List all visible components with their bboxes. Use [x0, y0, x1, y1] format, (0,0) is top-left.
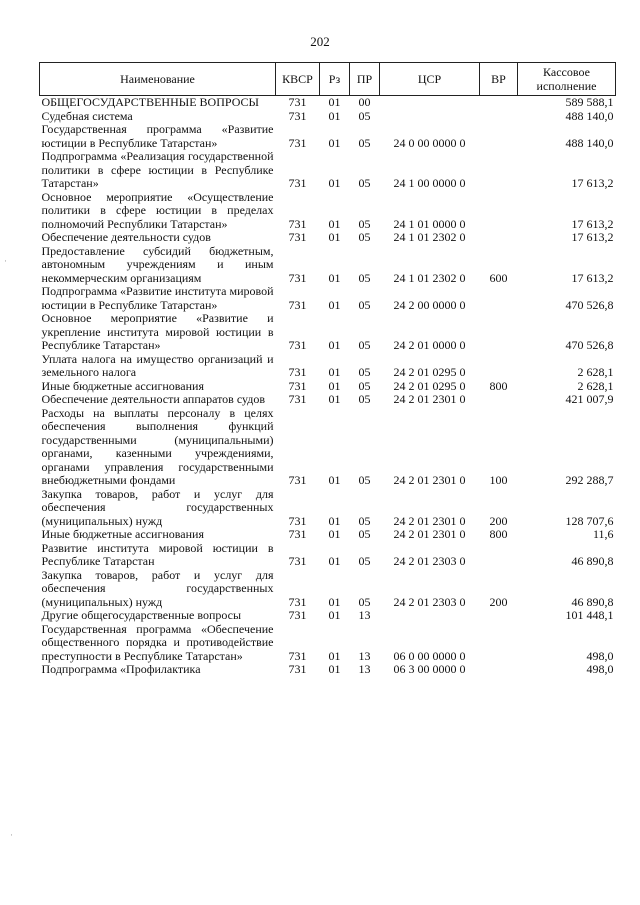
cell-kvsr: 731	[288, 594, 307, 609]
cell-amount: 470 526,8	[565, 297, 614, 312]
cell-pr: 05	[358, 270, 371, 285]
cell-kvsr: 731	[288, 608, 307, 622]
page-number: 202	[310, 34, 330, 49]
cell-kvsr: 731	[288, 176, 307, 190]
table-row	[40, 623, 616, 664]
cell-vr	[480, 110, 518, 124]
cell-vr	[480, 609, 518, 623]
cell-vr: 800	[489, 378, 508, 393]
cell-amount: 498,0	[586, 648, 614, 663]
cell-vr	[480, 542, 518, 569]
cell-rz: 01	[328, 594, 341, 609]
cell-amount: 17 613,2	[571, 230, 614, 244]
cell-csr: 24 2 01 0295 0	[393, 378, 466, 393]
cell-name: Подпрограмма «Реализация государственной политики в сфере юстиции в Республике Татарстан»	[41, 149, 274, 190]
cell-csr: 24 2 00 0000 0	[393, 297, 466, 312]
cell-name: Другие общегосударственные вопросы	[41, 608, 242, 622]
cell-amount: 17 613,2	[571, 270, 614, 285]
cell-kvsr: 731	[288, 108, 307, 123]
cell-csr: 24 2 01 0000 0	[393, 338, 466, 352]
cell-csr: 24 1 01 2302 0	[393, 270, 466, 285]
table-row	[40, 663, 616, 677]
table-row	[40, 528, 616, 542]
cell-name: Государственная программа «Обеспечение общественного порядка и противодействие преступности в Республике Татарстан»	[41, 621, 274, 663]
cell-csr: 24 2 01 2301 0	[393, 392, 466, 406]
cell-kvsr: 731	[288, 554, 307, 568]
table-header-row	[40, 63, 616, 96]
cell-amount: 421 007,9	[565, 392, 614, 406]
cell-kvsr: 731	[288, 135, 307, 150]
cell-rz: 01	[328, 365, 341, 379]
table-row	[40, 569, 616, 610]
cell-pr: 05	[358, 365, 371, 379]
cell-rz: 01	[328, 338, 341, 352]
cell-kvsr: 731	[288, 365, 307, 379]
cell-kvsr: 731	[288, 270, 307, 285]
cell-csr: 06 0 00 0000 0	[393, 648, 466, 663]
table-row	[40, 150, 616, 191]
cell-pr: 00	[358, 95, 371, 109]
cell-amount: 101 448,1	[565, 608, 614, 622]
header-vr: ВР	[480, 63, 518, 96]
cell-pr: 13	[358, 608, 371, 622]
cell-name: Государственная программа «Развитие юстиции в Республике Татарстан»	[41, 122, 274, 150]
cell-vr	[480, 123, 518, 150]
table-row	[40, 353, 616, 380]
cell-amount: 128 707,6	[565, 513, 614, 528]
table-row	[40, 96, 616, 110]
cell-csr: 24 1 01 0000 0	[393, 216, 466, 231]
cell-name: Развитие института мировой юстиции в Республике Татарстан	[41, 540, 274, 568]
cell-vr	[480, 312, 518, 353]
cell-amount: 488 140,0	[565, 135, 614, 150]
cell-rz: 01	[328, 135, 341, 150]
cell-rz: 01	[328, 108, 341, 123]
cell-name: Предоставление субсидий бюджетным, автономным учреждениям и иным некоммерческим организациям	[41, 243, 274, 285]
table-body	[40, 96, 616, 677]
cell-amount: 292 288,7	[565, 473, 614, 487]
cell-vr	[480, 623, 518, 664]
cell-vr	[480, 663, 518, 677]
cell-kvsr: 731	[288, 230, 307, 244]
cell-pr: 05	[358, 135, 371, 150]
cell-rz: 01	[328, 648, 341, 663]
cell-csr	[380, 609, 480, 623]
cell-rz: 01	[328, 270, 341, 285]
cell-name: Иные бюджетные ассигнования	[41, 378, 204, 393]
cell-amount: 589 588,1	[565, 95, 614, 109]
cell-name: Обеспечение деятельности аппаратов судов	[41, 392, 266, 406]
cell-name: Подпрограмма «Развитие института мировой юстиции в Республике Татарстан»	[41, 284, 274, 312]
cell-amount: 2 628,1	[577, 365, 614, 379]
cell-vr: 600	[489, 270, 508, 285]
cell-kvsr: 731	[288, 473, 307, 487]
table-row	[40, 123, 616, 150]
cell-rz: 01	[328, 392, 341, 406]
cell-amount: 2 628,1	[577, 378, 614, 393]
cell-kvsr: 731	[288, 95, 307, 109]
cell-amount: 46 890,8	[571, 594, 614, 609]
cell-amount: 46 890,8	[571, 554, 614, 568]
cell-rz: 01	[328, 527, 341, 541]
table-row	[40, 191, 616, 232]
cell-amount: 17 613,2	[571, 216, 614, 231]
cell-vr: 800	[489, 527, 508, 541]
cell-name: Судебная система	[41, 108, 133, 123]
table-row	[40, 285, 616, 312]
cell-rz: 01	[328, 378, 341, 393]
header-kvsr: КВСР	[276, 63, 320, 96]
cell-csr	[380, 110, 480, 124]
cell-kvsr: 731	[288, 297, 307, 312]
header-name: Наименование	[40, 63, 276, 96]
cell-name: Закупка товаров, работ и услуг для обеспечения государственных (муниципальных) нужд	[41, 567, 274, 609]
cell-rz: 01	[328, 95, 341, 109]
cell-name: Основное мероприятие «Развитие и укрепление института мировой юстиции в Республике Татарстан»	[41, 311, 274, 352]
cell-rz: 01	[328, 216, 341, 231]
cell-pr: 13	[358, 648, 371, 663]
cell-kvsr: 731	[288, 392, 307, 406]
cell-csr: 24 2 01 0295 0	[393, 365, 466, 379]
cell-csr: 24 1 00 0000 0	[393, 176, 466, 190]
cell-kvsr: 731	[288, 648, 307, 663]
table-row	[40, 380, 616, 394]
cell-pr: 13	[358, 662, 371, 676]
cell-name: Основное мероприятие «Осуществление политики в сфере юстиции в пределах полномочий Республики Татарстан»	[41, 189, 274, 231]
cell-name: Подпрограмма «Профилактика	[41, 662, 201, 676]
cell-rz: 01	[328, 176, 341, 190]
scan-speck: ·	[10, 830, 13, 840]
cell-kvsr: 731	[288, 216, 307, 231]
cell-pr: 05	[358, 338, 371, 352]
cell-rz: 01	[328, 608, 341, 622]
cell-pr: 05	[358, 513, 371, 528]
cell-kvsr: 731	[288, 513, 307, 528]
cell-csr: 24 2 01 2301 0	[393, 473, 466, 487]
cell-amount: 488 140,0	[565, 108, 614, 123]
cell-pr: 05	[358, 297, 371, 312]
scan-speck: ·	[4, 256, 7, 266]
cell-name: Уплата налога на имущество организаций и земельного налога	[41, 351, 274, 379]
cell-kvsr: 731	[288, 527, 307, 541]
cell-rz: 01	[328, 473, 341, 487]
cell-vr: 100	[489, 473, 508, 487]
cell-vr: 200	[489, 513, 508, 528]
cell-pr: 05	[358, 378, 371, 393]
cell-pr: 05	[358, 216, 371, 231]
cell-kvsr: 731	[288, 662, 307, 676]
cell-kvsr: 731	[288, 338, 307, 352]
cell-pr: 05	[358, 230, 371, 244]
cell-name: ОБЩЕГОСУДАРСТВЕННЫЕ ВОПРОСЫ	[41, 95, 259, 109]
cell-name: Обеспечение деятельности судов	[41, 230, 211, 244]
cell-vr	[480, 393, 518, 407]
table-row	[40, 407, 616, 488]
cell-name: Закупка товаров, работ и услуг для обеспечения государственных (муниципальных) нужд	[41, 486, 274, 528]
table-row	[40, 110, 616, 124]
cell-pr: 05	[358, 392, 371, 406]
cell-name: Иные бюджетные ассигнования	[41, 527, 204, 541]
cell-vr: 200	[489, 594, 508, 609]
cell-rz: 01	[328, 554, 341, 568]
table-row	[40, 231, 616, 245]
cell-vr	[480, 353, 518, 380]
cell-amount: 470 526,8	[565, 338, 614, 352]
cell-csr: 24 0 00 0000 0	[393, 135, 466, 150]
cell-amount: 498,0	[586, 662, 614, 676]
cell-rz: 01	[328, 230, 341, 244]
table-row	[40, 488, 616, 529]
cell-pr: 05	[358, 594, 371, 609]
cell-kvsr: 731	[288, 378, 307, 393]
cell-rz: 01	[328, 513, 341, 528]
cell-csr: 06 3 00 0000 0	[393, 662, 466, 676]
cell-vr	[480, 150, 518, 191]
header-pr: ПР	[350, 63, 380, 96]
cell-amount: 11,6	[592, 527, 614, 541]
cell-csr: 24 1 01 2302 0	[393, 230, 466, 244]
cell-vr	[480, 96, 518, 110]
table-row	[40, 542, 616, 569]
cell-rz: 01	[328, 297, 341, 312]
cell-pr: 05	[358, 176, 371, 190]
cell-name: Расходы на выплаты персоналу в целях обеспечения выполнения функций государственными (муниципальными) органами, казенными учреждениями, органами управления государственными внебюджетными фондами	[41, 405, 274, 487]
cell-csr: 24 2 01 2303 0	[393, 554, 466, 568]
cell-csr	[380, 96, 480, 110]
cell-pr: 05	[358, 108, 371, 123]
cell-rz: 01	[328, 662, 341, 676]
header-csr: ЦСР	[380, 63, 480, 96]
cell-csr: 24 2 01 2301 0	[393, 527, 466, 541]
cell-vr	[480, 191, 518, 232]
header-rz: Рз	[320, 63, 350, 96]
cell-vr	[480, 285, 518, 312]
table-row	[40, 312, 616, 353]
table-row	[40, 245, 616, 286]
cell-amount: 17 613,2	[571, 176, 614, 190]
cell-csr: 24 2 01 2303 0	[393, 594, 466, 609]
cell-pr: 05	[358, 554, 371, 568]
cell-pr: 05	[358, 527, 371, 541]
cell-pr: 05	[358, 473, 371, 487]
header-amount: Кассовое исполнение	[518, 63, 616, 96]
budget-execution-table	[39, 62, 616, 677]
table-row	[40, 609, 616, 623]
cell-vr	[480, 231, 518, 245]
cell-csr: 24 2 01 2301 0	[393, 513, 466, 528]
table-row	[40, 393, 616, 407]
